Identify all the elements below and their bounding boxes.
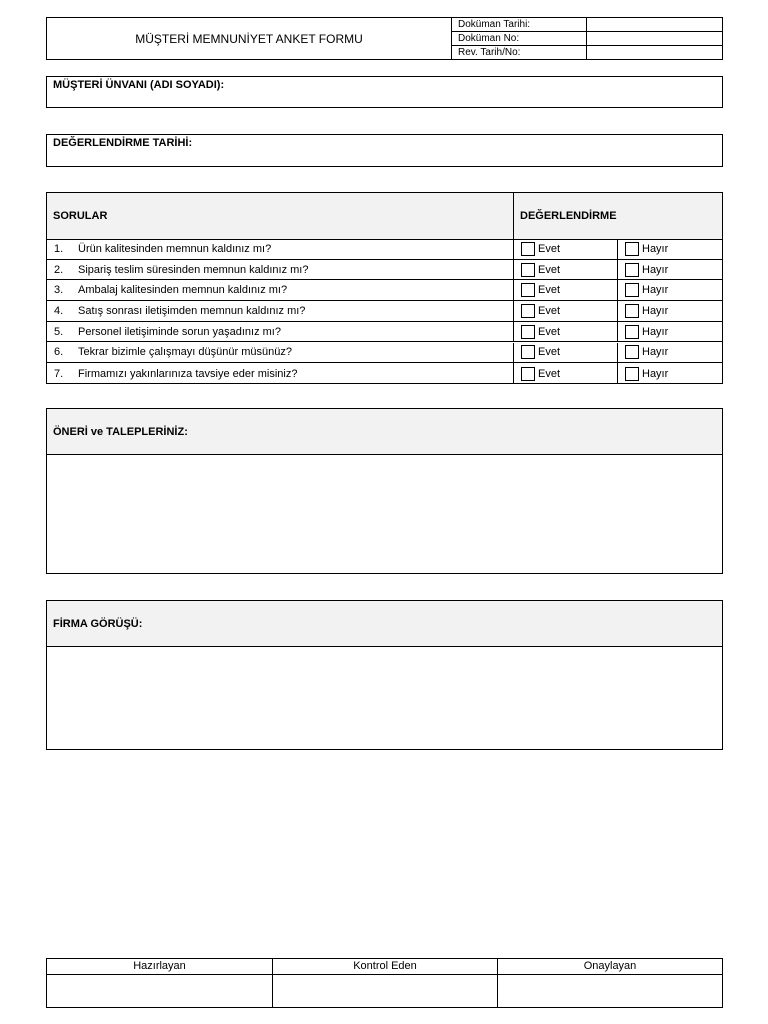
question-cell xyxy=(47,301,514,321)
question-text: Firmamızı yakınlarınıza tavsiye eder misiniz? xyxy=(78,367,298,380)
question-row xyxy=(47,301,722,322)
signature-prepared-field[interactable] xyxy=(47,975,272,1008)
question-cell xyxy=(47,343,514,363)
question-number: 2. xyxy=(54,263,64,276)
question-cell xyxy=(47,239,514,259)
option-yes[interactable] xyxy=(514,363,618,384)
signature-prepared xyxy=(47,959,273,1007)
question-text: Personel iletişiminde sorun yaşadınız mı? xyxy=(78,325,281,338)
signature-approved-label: Onaylayan xyxy=(498,959,722,975)
question-cell xyxy=(47,322,514,342)
option-yes-label: Evet xyxy=(538,242,561,255)
option-yes[interactable] xyxy=(514,239,618,259)
no-checkbox[interactable] xyxy=(625,345,639,359)
option-yes-label: Evet xyxy=(538,367,561,380)
option-no[interactable] xyxy=(618,260,722,280)
question-text: Satış sonrası iletişimden memnun kaldınız mı? xyxy=(78,304,306,317)
meta-row-document-no xyxy=(452,32,722,46)
option-no[interactable] xyxy=(618,239,722,259)
question-number: 4. xyxy=(54,304,64,317)
option-yes[interactable] xyxy=(514,301,618,321)
questions-table xyxy=(46,192,723,384)
signature-checked-field[interactable] xyxy=(273,975,497,1008)
no-checkbox[interactable] xyxy=(625,283,639,297)
yes-checkbox[interactable] xyxy=(521,263,535,277)
question-number: 1. xyxy=(54,242,64,255)
option-no[interactable] xyxy=(618,280,722,300)
questions-table-header xyxy=(47,193,722,240)
signature-checked-label: Kontrol Eden xyxy=(273,959,497,975)
option-yes[interactable] xyxy=(514,322,618,342)
option-no[interactable] xyxy=(618,343,722,363)
meta-label: Doküman No: xyxy=(452,32,587,45)
evaluation-column-header: DEĞERLENDİRME xyxy=(520,210,617,222)
option-no[interactable] xyxy=(618,363,722,384)
option-yes-label: Evet xyxy=(538,325,561,338)
meta-value-field[interactable] xyxy=(587,18,722,31)
question-row xyxy=(47,322,722,343)
question-row xyxy=(47,363,722,384)
meta-label: Doküman Tarihi: xyxy=(452,18,587,31)
no-checkbox[interactable] xyxy=(625,367,639,381)
question-number: 5. xyxy=(54,325,64,338)
meta-row-document-date xyxy=(452,18,722,32)
option-yes[interactable] xyxy=(514,343,618,363)
question-row xyxy=(47,260,722,281)
question-text: Sipariş teslim süresinden memnun kaldınız mı? xyxy=(78,263,309,276)
option-no-label: Hayır xyxy=(642,242,669,255)
question-number: 7. xyxy=(54,367,64,380)
customer-name-label: MÜŞTERİ ÜNVANI (ADI SOYADI): xyxy=(53,79,225,91)
question-text: Ürün kalitesinden memnun kaldınız mı? xyxy=(78,242,272,255)
option-yes-label: Evet xyxy=(538,304,561,317)
yes-checkbox[interactable] xyxy=(521,325,535,339)
option-no-label: Hayır xyxy=(642,304,669,317)
question-number: 6. xyxy=(54,346,64,359)
meta-label: Rev. Tarih/No: xyxy=(452,46,587,60)
question-cell xyxy=(47,260,514,280)
question-row xyxy=(47,280,722,301)
option-no-label: Hayır xyxy=(642,284,669,297)
yes-checkbox[interactable] xyxy=(521,242,535,256)
option-no-label: Hayır xyxy=(642,325,669,338)
suggestions-label: ÖNERİ ve TALEPLERİNİZ: xyxy=(47,409,722,455)
suggestions-section xyxy=(46,408,723,574)
questions-column-header: SORULAR xyxy=(47,193,514,239)
form-title: MÜŞTERİ MEMNUNİYET ANKET FORMU xyxy=(47,18,452,59)
signature-approved xyxy=(498,959,722,1007)
signature-table xyxy=(46,958,723,1008)
option-yes-label: Evet xyxy=(538,263,561,276)
question-row xyxy=(47,343,722,364)
evaluation-date-label: DEĞERLENDİRME TARİHİ: xyxy=(53,137,193,149)
signature-approved-field[interactable] xyxy=(498,975,722,1008)
yes-checkbox[interactable] xyxy=(521,345,535,359)
no-checkbox[interactable] xyxy=(625,304,639,318)
option-yes-label: Evet xyxy=(538,284,561,297)
question-number: 3. xyxy=(54,284,64,297)
signature-checked xyxy=(273,959,498,1007)
no-checkbox[interactable] xyxy=(625,242,639,256)
yes-checkbox[interactable] xyxy=(521,283,535,297)
option-yes[interactable] xyxy=(514,280,618,300)
meta-row-revision xyxy=(452,46,722,60)
question-row xyxy=(47,239,722,260)
yes-checkbox[interactable] xyxy=(521,304,535,318)
company-view-textarea[interactable] xyxy=(47,647,722,749)
signature-prepared-label: Hazırlayan xyxy=(47,959,272,975)
document-header xyxy=(46,17,723,60)
question-cell xyxy=(47,363,514,384)
no-checkbox[interactable] xyxy=(625,325,639,339)
option-yes[interactable] xyxy=(514,260,618,280)
option-no-label: Hayır xyxy=(642,263,669,276)
option-no-label: Hayır xyxy=(642,346,669,359)
yes-checkbox[interactable] xyxy=(521,367,535,381)
meta-value-field[interactable] xyxy=(587,32,722,45)
option-no[interactable] xyxy=(618,322,722,342)
meta-value-field[interactable] xyxy=(587,46,722,60)
suggestions-textarea[interactable] xyxy=(47,455,722,573)
question-text: Ambalaj kalitesinden memnun kaldınız mı? xyxy=(78,284,288,297)
customer-name-field[interactable] xyxy=(46,76,723,108)
option-yes-label: Evet xyxy=(538,346,561,359)
company-view-label: FİRMA GÖRÜŞÜ: xyxy=(47,601,722,647)
company-view-section xyxy=(46,600,723,750)
question-cell xyxy=(47,280,514,300)
evaluation-date-field[interactable] xyxy=(46,134,723,167)
option-no[interactable] xyxy=(618,301,722,321)
option-no-label: Hayır xyxy=(642,367,669,380)
no-checkbox[interactable] xyxy=(625,263,639,277)
question-text: Tekrar bizimle çalışmayı düşünür müsünüz? xyxy=(78,346,292,359)
